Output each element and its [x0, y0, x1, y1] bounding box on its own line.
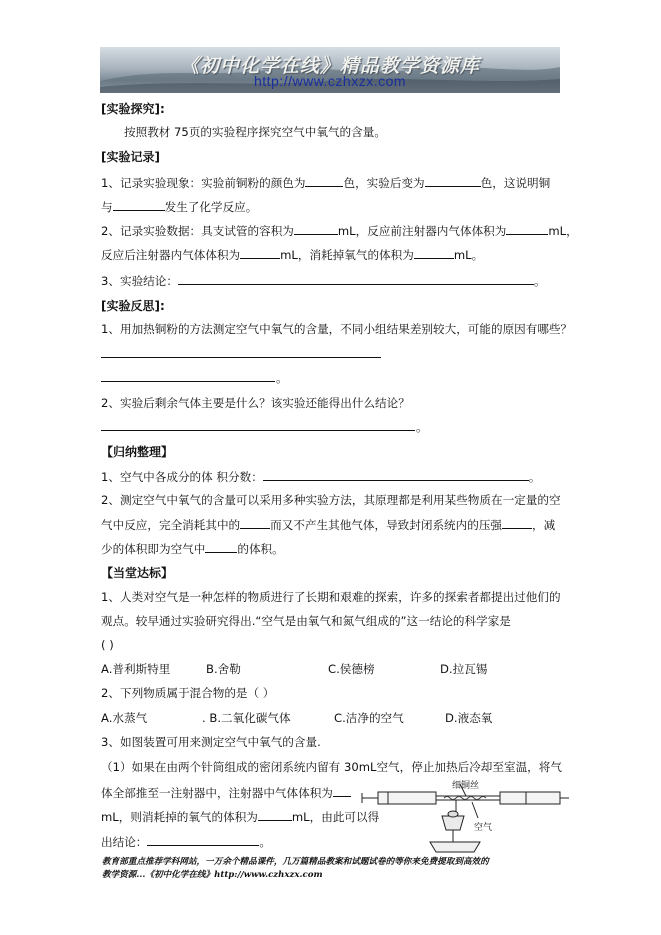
record-item1-line1: 1、记录实验现象：实验前铜粉的颜色为 色，实验后变为 色，这说明铜 — [101, 176, 551, 190]
q1-option-c[interactable]: C.侯德榜 — [328, 662, 375, 676]
answer-line-q1a[interactable] — [101, 357, 381, 358]
blank-reactant[interactable] — [113, 198, 165, 211]
blank-tube-volume[interactable] — [294, 222, 338, 235]
blank-conclusion[interactable] — [178, 272, 534, 285]
record-item2-line2: 反应后注射器内气体体积为 mL，消耗掉氧气的体积为 mL。 — [101, 248, 484, 262]
practice-q3: 3、如图装置可用来测定空气中氧气的含量. — [101, 735, 321, 749]
q1-option-a[interactable]: A.普利斯特里 — [101, 662, 171, 676]
blank-color-before[interactable] — [305, 174, 343, 187]
blank-color-after[interactable] — [425, 174, 481, 187]
answer-line-q2[interactable] — [101, 430, 415, 431]
practice-q3-1-line3: mL，则消耗掉的氧气的体积为 mL，由此可以得 — [101, 810, 380, 824]
practice-q1-line2: 观点。较早通过实验研究得出.“空气是由氧气和氮气组成的”这一结论的科学家是 — [101, 614, 511, 628]
alcohol-lamp — [442, 816, 464, 830]
q2-option-b[interactable]: . B.二氧化碳气体 — [202, 711, 291, 725]
banner-title: 《初中化学在线》精品教学资源库 — [179, 55, 480, 77]
right-syringe — [500, 792, 560, 804]
banner-url[interactable]: http://www.czhxzx.com — [253, 73, 407, 89]
blank-air-composition[interactable] — [263, 468, 529, 481]
summary-item2-line1: 2、测定空气中氧气的含量可以采用多种实验方法，其原理都是利用某些物质在一定量的空 — [101, 493, 561, 507]
explore-body: 按照教材 75页的实验程序探究空气中氧气的含量。 — [124, 125, 386, 139]
summary-item2-line3: 少的体积即为空气中 的体积。 — [101, 542, 284, 556]
q1-option-b[interactable]: B.舍勒 — [206, 662, 241, 676]
heading-practice: 【当堂达标】 — [101, 566, 174, 580]
summary-item2-line2: 气中反应，完全消耗其中的 而又不产生其他气体，导致封闭系统内的压强 ，减 — [101, 518, 556, 532]
copper-wire — [444, 797, 486, 800]
record-item2-line1: 2、记录实验数据：具支试管的容积为 mL，反应前注射器内气体体积为 mL， — [101, 224, 578, 238]
reflect-q1-end: 。 — [276, 371, 288, 385]
blank-gas-name[interactable] — [205, 540, 237, 553]
heading-record: [实验记录] — [101, 150, 160, 164]
practice-q3-1-line4: 出结论： 。 — [101, 835, 271, 849]
site-banner — [100, 47, 560, 93]
label-copper-wire: 细铜丝 — [452, 781, 480, 791]
blank-pressure-change[interactable] — [502, 516, 532, 529]
footer-line2[interactable]: 教学资源...《初中化学在线》http://www.czhxzx.com — [102, 870, 323, 880]
q2-option-c[interactable]: C.洁净的空气 — [334, 711, 404, 725]
heading-summary: 【归纳整理】 — [101, 445, 174, 459]
blank-oxygen-used[interactable] — [414, 246, 454, 259]
summary-item1: 1、空气中各成分的体 积分数： 。 — [101, 470, 541, 484]
q2-option-d[interactable]: D.液态氧 — [445, 711, 493, 725]
practice-q2: 2、下列物质属于混合物的是（ ） — [101, 686, 275, 700]
q1-option-d[interactable]: D.拉瓦锡 — [440, 662, 488, 676]
reflect-q2: 2、实验后剩余气体主要是什么？该实验还能得出什么结论？ — [101, 396, 410, 410]
reflect-q2-end: 。 — [416, 420, 428, 434]
record-item1-line2: 与 发生了化学反应。 — [101, 200, 258, 214]
practice-q3-1-line2: 体全部推至一注射器中，注射器中气体体积为 — [101, 784, 351, 801]
blank-consumed-gas[interactable] — [240, 516, 270, 529]
blank-oxygen-consumed[interactable] — [258, 808, 292, 821]
practice-q3-1-line1: （1）如果在由两个针筒组成的密闭系统内留有 30mL空气，停止加热后冷却至室温，将气 — [101, 760, 562, 774]
q2-option-a[interactable]: A.水蒸气 — [101, 711, 148, 725]
apparatus-figure — [360, 780, 570, 858]
left-syringe — [378, 792, 436, 804]
heading-explore: [实验探究]: — [101, 102, 165, 116]
blank-final-volume[interactable] — [333, 784, 351, 797]
heading-reflect: [实验反思]: — [101, 299, 165, 313]
reflect-q1: 1、用加热铜粉的方法测定空气中氧气的含量，不同小组结果差别较大，可能的原因有哪些？ — [101, 322, 573, 336]
record-item3: 3、实验结论： 。 — [101, 274, 546, 288]
answer-line-q1b[interactable] — [101, 381, 275, 382]
label-air: 空气 — [474, 823, 493, 833]
practice-q1-answer-bracket[interactable]: ( ) — [101, 638, 114, 652]
practice-q1-line1: 1、人类对空气是一种怎样的物质进行了长期和艰难的探索，许多的探索者都提出过他们的 — [101, 590, 561, 604]
footer-line1: 教育部重点推荐学科网站，一万余个精品课件，几万篇精品教案和试题试卷的等你来免费提取到高效的 — [102, 857, 489, 867]
lamp-base — [430, 842, 480, 852]
blank-volume-before[interactable] — [506, 222, 548, 235]
blank-volume-after[interactable] — [240, 246, 280, 259]
blank-q3-conclusion[interactable] — [147, 833, 259, 846]
